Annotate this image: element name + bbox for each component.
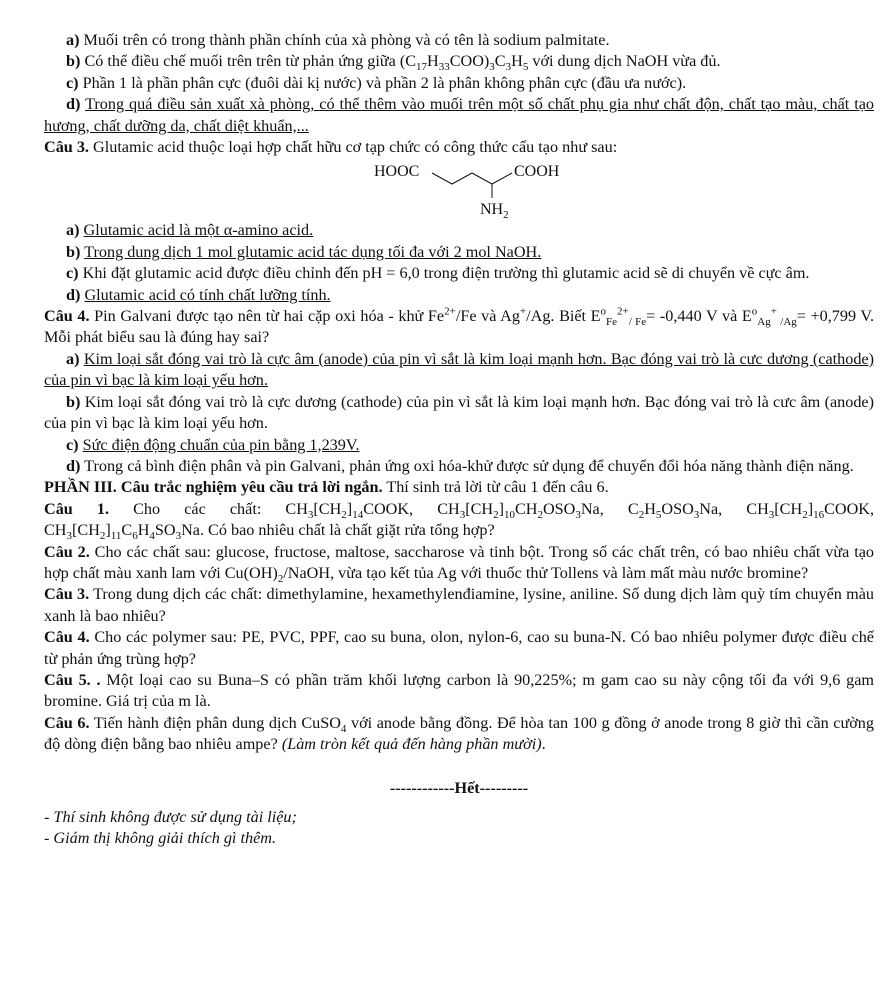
c3-statement-b: b) Trong dung dịch 1 mol glutamic acid tác dụng tối đa với 2 mol NaOH. bbox=[66, 242, 542, 261]
c4-statement-a: a) Kim loại sắt đóng vai trò là cực âm (anode) của pin vì sắt là kim loại mạnh hơn. Bạc đóng vai trò là cưc dương (cathode) của pin vì bạc là kim loại yếu hơn. bbox=[44, 349, 874, 390]
note-1: - Thí sinh không được sử dụng tài liệu; bbox=[44, 808, 297, 826]
c2-statement-b: b) Có thể điều chế muối trên trên từ phản ứng giữa $(C_{17}H_{33}COO)_3C_3H_5$ với dung dịch NaOH vừa đủ. bbox=[66, 52, 721, 74]
p3-question-6: Câu 6. Tiến hành điện phân dung dịch CuSO$_4$ với anode bằng đồng. Để hòa tan 100 g đồng ở anode trong 8 giờ thì cần cường độ dòng điện bằng bao nhiêu ampe? (Làm tròn kết quả đến hàng phần mười). bbox=[44, 713, 874, 754]
p3-question-2: Câu 2. Cho các chất sau: glucose, fructose, maltose, saccharose và tinh bột. Trong số các chất trên, có bao nhiêu chất vừa tạo hợp chất màu xanh lam với $Cu(OH)_2$/NaOH, vừa tạo kết tủa Ag với thuốc thử Tollens và làm mất màu nước bromine? bbox=[44, 542, 874, 586]
c3-statement-c: c) Khi đặt glutamic acid được điều chỉnh đến pH = 6,0 trong điện trường thì glutamic acid sẽ di chuyển về cực âm. bbox=[66, 264, 810, 283]
c4-statement-d: d) Trong cả bình điện phân và pin Galvani, phản ứng oxi hóa-khử được sử dụng để chuyển đổi hóa năng thành điện năng. bbox=[66, 456, 854, 475]
p3-question-4: Câu 4. Cho các polymer sau: PE, PVC, PPF, cao su buna, olon, nylon-6, cao su buna-N. Có bao nhiêu polymer được điều chế từ phản ứng trùng hợp? bbox=[44, 628, 874, 668]
c3-statement-d: d) Glutamic acid có tính chất lưỡng tính. bbox=[66, 285, 331, 304]
formula-left-group: HOOC bbox=[374, 163, 420, 181]
c2-statement-d: d) Trong quá điều sản xuất xà phòng, có thể thêm vào muối trên một số chất phụ gia như chất độn, chất tạo màu, chất tạo hương, chất dưỡng da, chất diệt khuẩn,... bbox=[44, 95, 874, 135]
p3-question-1: Câu 1. Cho các chất: $CH_3[CH_2]_{14}COOK$, $CH_3[CH_2]_{10}CH_2OSO_3Na$, $C_2H_5OSO_3Na$, $CH_3[CH_2]_{16}COOK$, $CH_3[CH_2]_{11}C_6H_4SO_3Na$. Có bao nhiêu chất là chất giặt rửa tổng hợp? bbox=[44, 499, 874, 543]
note-2: - Giám thị không giải thích gì thêm. bbox=[44, 829, 276, 848]
c2-statement-c: c) Phần 1 là phần phân cực (đuôi dài kị nước) và phần 2 là phân không phân cực (đầu ưa nước). bbox=[66, 73, 687, 92]
structural-formula bbox=[364, 158, 624, 220]
c4-statement-b: b) Kim loại sắt đóng vai trò là cực dương (cathode) của pin vì sắt là kim loại mạnh hơn. Bạc đóng vai trò là cưc âm (anode) của pin vì bạc là kim loại yếu hơn. bbox=[44, 392, 874, 433]
glutamic-acid-structure bbox=[44, 158, 874, 220]
c2-statement-a: a) Muối trên có trong thành phần chính của xà phòng và có tên là sodium palmitate. bbox=[66, 31, 610, 49]
c4-statement-c: c) Sức điện động chuẩn của pin bằng 1,239V. bbox=[66, 435, 360, 454]
part3-heading: PHẦN III. Câu trắc nghiệm yêu cầu trả lời ngắn. Thí sinh trả lời từ câu 1 đến câu 6. bbox=[44, 478, 609, 497]
p3-question-3: Câu 3. Trong dung dịch các chất: dimethylamine, hexamethylenđiamine, lysine, aniline. Số dung dịch làm quỳ tím chuyển màu xanh là bao nhiêu? bbox=[44, 585, 874, 625]
formula-right-group: COOH bbox=[514, 163, 560, 181]
carbon-chain bbox=[432, 173, 512, 184]
p3-question-5: Câu 5. . Một loại cao su Buna–S có phần trăm khối lượng carbon là 90,225%; m gam cao su này cộng tối đa với 9,6 gam bromine. Giá trị của m là. bbox=[44, 670, 874, 711]
c4-stem: Câu 4. Pin Galvani được tạo nên từ hai cặp oxi hóa - khử $Fe^{2+}/Fe$ và Ag+/Ag. Biết $E^o_{Fe}^{2+}_{/ Fe}= -0,440$ V và $E^o_{Ag}^+$ $_{/Ag}$= +0,799 V. Mỗi phát biểu sau là đúng hay sai? bbox=[44, 305, 875, 347]
formula-amino-group: $NH_2$ bbox=[480, 201, 509, 221]
c3-statement-a: a) Glutamic acid là một α-amino acid. bbox=[66, 221, 314, 240]
c3-stem: Câu 3. Glutamic acid thuộc loại hợp chất hữu cơ tạp chức có công thức cấu tạo như sau: bbox=[44, 138, 618, 157]
end-marker: ------------Hết--------- bbox=[389, 778, 529, 797]
